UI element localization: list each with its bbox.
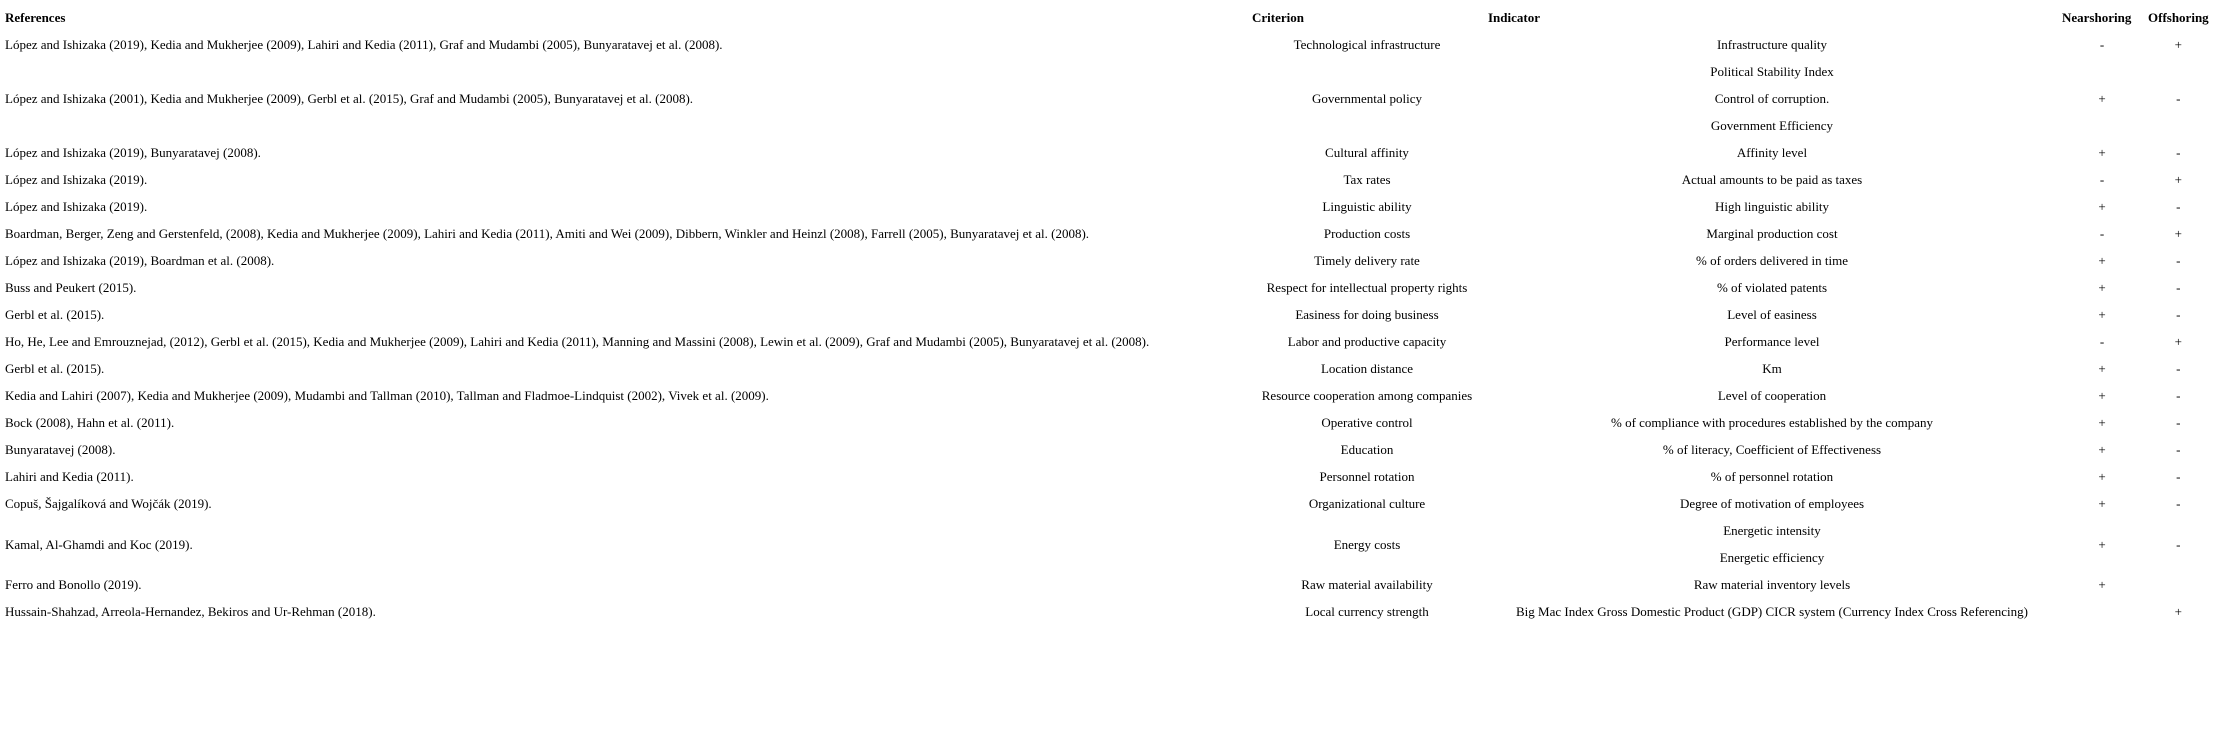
cell-references: López and Ishizaka (2019). [5,172,148,187]
cell-nearshoring: + [2098,388,2106,403]
cell-nearshoring: + [2098,361,2106,376]
table-row [2,328,2212,355]
table-row [2,571,2212,598]
cell-indicator: Degree of motivation of employees [1679,496,1865,511]
cell-indicator: Big Mac Index Gross Domestic Product (GDP) CICR system (Currency Index Cross Referencing) [1516,604,2028,619]
cell-offshoring: - [2176,307,2181,322]
cell-references: Gerbl et al. (2015). [5,361,105,376]
cell-indicator: Actual amounts to be paid as taxes [1681,172,1863,187]
cell-nearshoring: + [2098,280,2106,295]
cell-indicator: Km [1762,361,1782,376]
cell-offshoring: - [2176,280,2181,295]
cell-references: López and Ishizaka (2001), Kedia and Mukherjee (2009), Gerbl et al. (2015), Graf and Mudambi (2005), Bunyaratavej et al. (2008). [5,91,694,106]
cell-indicator: Performance level [1724,334,1820,349]
table-body [2,31,2212,625]
header-nearshoring: Nearshoring [2062,10,2132,25]
header-offshoring: Offshoring [2148,10,2209,25]
cell-offshoring: + [2174,334,2182,349]
cell-offshoring: + [2174,172,2182,187]
cell-offshoring: - [2176,199,2181,214]
table-row [2,382,2212,409]
cell-criterion: Personnel rotation [1319,469,1415,484]
header-references: References [5,10,66,25]
cell-criterion: Tax rates [1343,172,1391,187]
cell-references: Ho, He, Lee and Emrouznejad, (2012), Gerbl et al. (2015), Kedia and Mukherjee (2009), Lahiri and Kedia (2011), Manning and Massini (2008), Lewin et al. (2009), Graf and Mudambi (2005), Bunyaratavej et al. (2008). [5,334,1150,349]
table-row [2,274,2212,301]
cell-nearshoring: + [2098,442,2106,457]
table-row [2,490,2212,517]
cell-nearshoring: + [2098,577,2106,592]
table-row [2,220,2212,247]
table-row [2,355,2212,382]
cell-indicator: Affinity level [1736,145,1808,160]
cell-criterion: Local currency strength [1305,604,1429,619]
cell-references: López and Ishizaka (2019), Boardman et al. (2008). [5,253,275,268]
table-row [2,247,2212,274]
cell-criterion: Governmental policy [1311,91,1423,106]
cell-nearshoring: - [2099,334,2105,349]
cell-indicator: High linguistic ability [1714,199,1830,214]
table-row [2,139,2212,166]
table-row [2,58,2212,85]
cell-references: Hussain-Shahzad, Arreola-Hernandez, Bekiros and Ur-Rehman (2018). [5,604,376,619]
table-row [2,436,2212,463]
cell-references: Bock (2008), Hahn et al. (2011). [5,415,175,430]
table-row [2,409,2212,436]
cell-criterion: Production costs [1323,226,1411,241]
cell-offshoring: - [2176,496,2181,511]
cell-criterion: Timely delivery rate [1314,253,1420,268]
header-indicator: Indicator [1488,10,1540,25]
cell-indicator: Political Stability Index [1710,64,1834,79]
table-row [2,31,2212,58]
cell-references: Bunyaratavej (2008). [5,442,116,457]
cell-criterion: Location distance [1320,361,1414,376]
cell-indicator: Energetic intensity [1723,523,1821,538]
cell-criterion: Respect for intellectual property rights [1266,280,1468,295]
cell-offshoring: - [2176,361,2181,376]
cell-criterion: Organizational culture [1308,496,1426,511]
cell-indicator: Level of cooperation [1717,388,1827,403]
cell-nearshoring [2059,598,2145,625]
cell-offshoring: - [2176,91,2181,106]
cell-criterion: Easiness for doing business [1295,307,1439,322]
cell-offshoring: - [2176,442,2181,457]
cell-nearshoring: + [2098,307,2106,322]
cell-references: Ferro and Bonollo (2019). [5,577,142,592]
cell-indicator: Energetic efficiency [1719,550,1825,565]
table-row [2,463,2212,490]
table-row [2,598,2212,625]
cell-nearshoring: - [2099,172,2105,187]
cell-nearshoring: + [2098,253,2106,268]
cell-references: Kamal, Al-Ghamdi and Koc (2019). [5,536,193,552]
cell-offshoring: - [2176,145,2181,160]
cell-criterion: Resource cooperation among companies [1261,388,1473,403]
cell-nearshoring: + [2098,199,2106,214]
criteria-table [2,4,2212,625]
cell-references: Lahiri and Kedia (2011). [5,469,134,484]
cell-criterion: Linguistic ability [1322,199,1412,214]
table-row [2,517,2212,544]
cell-offshoring: + [2174,37,2182,52]
cell-indicator: % of violated patents [1716,280,1828,295]
cell-indicator: Government Efficiency [1710,118,1834,133]
cell-nearshoring: + [2098,496,2106,511]
cell-criterion: Education [1340,442,1394,457]
cell-references: Boardman, Berger, Zeng and Gerstenfeld, (2008), Kedia and Mukherjee (2009), Lahiri and Kedia (2011), Amiti and Wei (2009), Dibbern, Winkler and Heinzl (2008), Farrell (2005), Bunyaratavej et al. (2008). [5,226,1090,241]
cell-nearshoring: + [2098,145,2106,160]
cell-offshoring: + [2174,604,2182,619]
cell-criterion: Raw material availability [1301,577,1433,592]
cell-criterion: Technological infrastructure [1293,37,1441,52]
cell-references: López and Ishizaka (2019), Kedia and Mukherjee (2009), Lahiri and Kedia (2011), Graf and Mudambi (2005), Bunyaratavej et al. (2008). [5,37,723,52]
cell-indicator: Control of corruption. [1714,91,1830,106]
table-row [2,193,2212,220]
cell-offshoring: + [2174,226,2182,241]
cell-nearshoring: + [2098,469,2106,484]
header-criterion: Criterion [1252,10,1304,25]
cell-references: López and Ishizaka (2019). [5,199,148,214]
cell-offshoring: - [2176,388,2181,403]
cell-nearshoring: + [2098,91,2106,106]
cell-references: Buss and Peukert (2015). [5,280,137,295]
cell-indicator: Infrastructure quality [1716,37,1828,52]
table-row [2,301,2212,328]
cell-criterion: Cultural affinity [1325,145,1409,160]
cell-offshoring: - [2176,536,2181,552]
cell-nearshoring: + [2098,415,2106,430]
cell-nearshoring: + [2098,536,2106,552]
table-row [2,166,2212,193]
cell-indicator: Marginal production cost [1706,226,1838,241]
cell-nearshoring: - [2099,37,2105,52]
cell-criterion: Energy costs [1333,536,1401,552]
cell-indicator: % of literacy, Coefficient of Effectiveness [1662,442,1882,457]
cell-references: Kedia and Lahiri (2007), Kedia and Mukherjee (2009), Mudambi and Tallman (2010), Tallman and Fladmoe-Lindquist (2002), Vivek et al. (2009). [5,388,769,403]
cell-criterion: Labor and productive capacity [1287,334,1447,349]
cell-criterion: Operative control [1321,415,1413,430]
cell-references: Gerbl et al. (2015). [5,307,105,322]
cell-references: Copuš, Šajgalíková and Wojčák (2019). [5,496,212,511]
cell-references: López and Ishizaka (2019), Bunyaratavej (2008). [5,145,261,160]
cell-offshoring: - [2176,469,2181,484]
cell-indicator: % of personnel rotation [1710,469,1834,484]
header-row [2,4,2212,31]
cell-offshoring [2145,571,2212,598]
cell-indicator: Level of easiness [1727,307,1817,322]
cell-offshoring: - [2176,253,2181,268]
cell-offshoring: - [2176,415,2181,430]
cell-indicator: % of orders delivered in time [1696,253,1848,268]
cell-indicator: Raw material inventory levels [1693,577,1851,592]
cell-nearshoring: - [2099,226,2105,241]
cell-indicator: % of compliance with procedures established by the company [1610,415,1933,430]
